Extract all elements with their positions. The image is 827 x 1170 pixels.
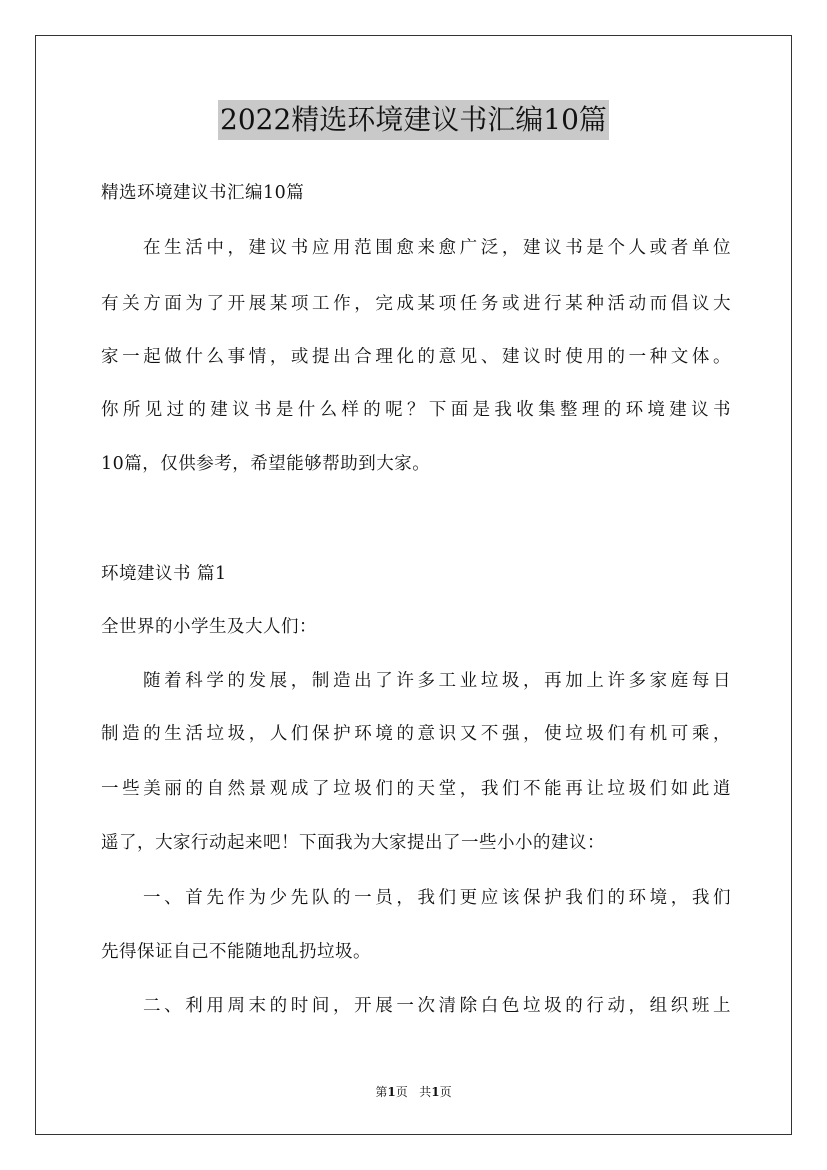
body-line-4: 遥了，大家行动起来吧！下面我为大家提出了一些小小的建议： (101, 833, 605, 853)
body-line-2: 制造的生活垃圾，人们保护环境的意识又不强，使垃圾们有机可乘， (101, 724, 731, 744)
section-heading: 环境建议书 篇1 (101, 564, 227, 584)
body-line-1: 随着科学的发展，制造出了许多工业垃圾，再加上许多家庭每日 (143, 671, 731, 691)
document-title: 2022精选环境建议书汇编10篇 (218, 100, 609, 140)
intro-line-4: 你所见过的建议书是什么样的呢？下面是我收集整理的环境建议书 (101, 400, 731, 420)
intro-line-1: 在生活中，建议书应用范围愈来愈广泛，建议书是个人或者单位 (143, 238, 731, 258)
salutation: 全世界的小学生及大人们： (101, 617, 317, 637)
intro-line-2: 有关方面为了开展某项工作，完成某项任务或进行某种活动而倡议大 (101, 294, 731, 314)
footer-total-suffix: 页 (439, 1085, 452, 1099)
page-footer (0, 1084, 827, 1100)
footer-page-suffix: 页 (395, 1085, 408, 1099)
footer-page-prefix: 第 (375, 1085, 388, 1099)
title-container (0, 100, 827, 140)
footer-total-prefix: 共 (419, 1085, 432, 1099)
body-line-6: 先得保证自己不能随地乱扔垃圾。 (101, 942, 371, 962)
intro-line-5: 10篇，仅供参考，希望能够帮助到大家。 (101, 454, 431, 474)
body-line-5: 一、首先作为少先队的一员，我们更应该保护我们的环境，我们 (143, 888, 731, 908)
intro-line-3: 家一起做什么事情，或提出合理化的意见、建议时使用的一种文体。 (101, 347, 731, 367)
footer-total-number: 1 (431, 1085, 440, 1099)
subtitle: 精选环境建议书汇编10篇 (101, 183, 305, 203)
body-line-3: 一些美丽的自然景观成了垃圾们的天堂，我们不能再让垃圾们如此逍 (101, 779, 731, 799)
footer-page-number: 1 (387, 1085, 396, 1099)
body-line-7: 二、利用周末的时间，开展一次清除白色垃圾的行动，组织班上 (143, 996, 731, 1016)
